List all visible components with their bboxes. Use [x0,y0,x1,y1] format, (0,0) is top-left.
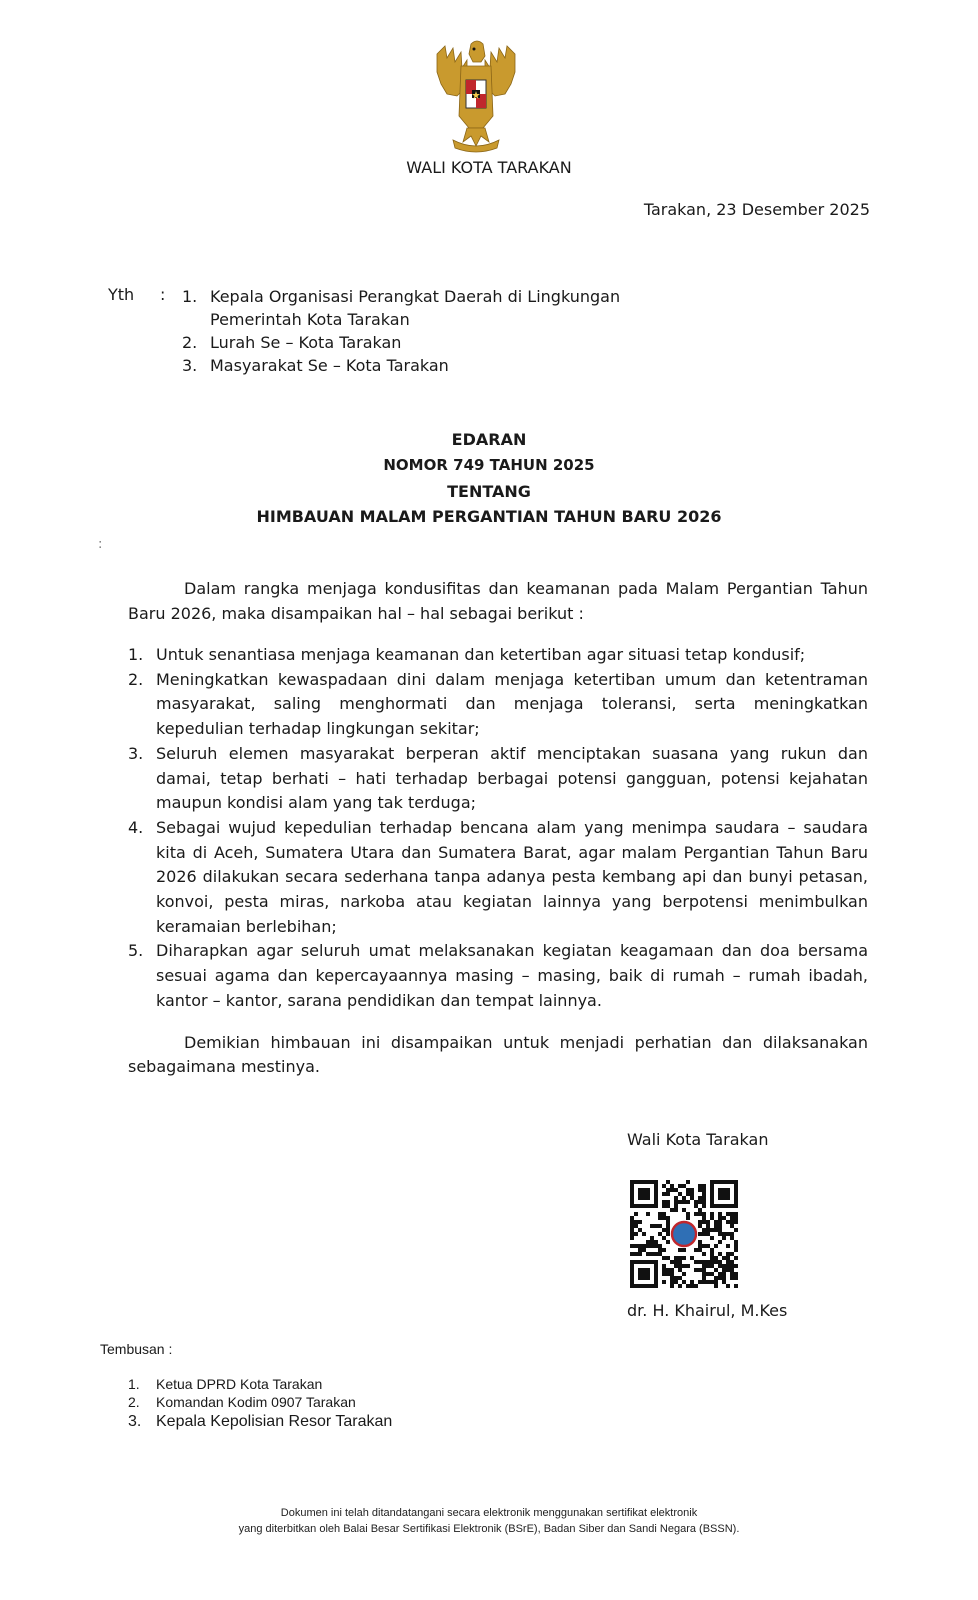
cc-item [128,1375,392,1393]
signer-title: Wali Kota Tarakan [627,1130,769,1149]
signer-name: dr. H. Khairul, M.Kes [627,1301,788,1320]
cc-item-number: 3. [128,1413,142,1430]
cc-item-text: Kepala Kepolisian Resor Tarakan [156,1413,393,1430]
footer-line-1: Dokumen ini telah ditandatangani secara elektronik menggunakan sertifikat elektronik [280,1507,698,1519]
addressee-item [182,331,642,354]
addressee-list [182,285,642,377]
intro-paragraph: Dalam rangka menjaga kondusifitas dan keamanan pada Malam Pergantian Tahun Baru 2026, maka disampaikan hal – hal sebagai berikut : [128,579,868,623]
appeal-point-number: 1. [128,645,144,664]
document-type-heading: EDARAN [451,430,527,449]
addressee-label: Yth [108,285,135,304]
addressee-item-number: 2. [182,333,198,352]
cc-label: Tembusan : [100,1341,173,1357]
appeal-point-text: Untuk senantiasa menjaga keamanan dan ketertiban agar situasi tetap kondusif; [156,645,806,664]
cc-item-number: 2. [128,1394,140,1410]
appeal-point-text: Meningkatkan kewaspadaan dini dalam menjaga ketertiban umum dan ketentraman masyarakat, saling menghormati dan menjaga toleransi, serta meningkatkan kepedulian terhadap lingkungan sekitar; [156,669,868,739]
addressee-item-text: Lurah Se – Kota Tarakan [210,333,402,352]
qr-code-icon [630,1180,738,1288]
addressee-item-number: 1. [182,287,198,306]
subject-connector-heading: TENTANG [447,482,531,501]
garuda-emblem-icon [427,36,525,154]
addressee-item [182,285,642,331]
appeal-point [128,643,868,668]
cc-item-number: 1. [128,1376,140,1392]
subject-heading: HIMBAUAN MALAM PERGANTIAN TAHUN BARU 2026 [256,507,722,526]
letter-date: Tarakan, 23 Desember 2025 [643,200,870,219]
document-number-heading: NOMOR 749 TAHUN 2025 [383,456,595,474]
addressee-item-text: Masyarakat Se – Kota Tarakan [210,356,449,375]
cc-item [128,1393,392,1411]
appeal-point-number: 4. [128,817,144,837]
addressee-colon: : [160,285,166,304]
addressee-item-number: 3. [182,356,198,375]
appeal-point-text: Sebagai wujud kepedulian terhadap bencana alam yang menimpa saudara – saudara kita di Aceh, Sumatera Utara dan Sumatera Barat, agar malam Pergantian Tahun Baru 2026 dilakukan secara sederhana tanpa adanya pesta kembang api dan bunyi petasan, konvoi, pesta miras, narkoba atau kegiatan lainnya yang berpotensi menimbulkan keramaian berlebihan; [156,817,868,936]
cc-list [128,1375,392,1433]
cc-item [128,1411,392,1433]
appeal-point-number: 3. [128,743,144,763]
appeal-point [128,816,868,940]
appeal-points-list [128,643,868,1014]
addressee-item [182,354,642,377]
e-signature-footer [0,1505,978,1537]
office-title: WALI KOTA TARAKAN [406,158,572,177]
appeal-point [128,668,868,742]
appeal-point [128,939,868,1013]
appeal-point-text: Diharapkan agar seluruh umat melaksanakan kegiatan keagamaan dan doa bersama sesuai agama dan kepercayaannya masing – masing, baik di rumah – rumah ibadah, kantor – kantor, sarana pendidikan dan tempat lainnya. [156,941,868,1010]
footer-line-2: yang diterbitkan oleh Balai Besar Sertifikasi Elektronik (BSrE), Badan Siber dan Sandi Negara (BSSN). [238,1523,740,1535]
appeal-point-text: Seluruh elemen masyarakat berperan aktif menciptakan suasana yang rukun dan damai, tetap berhati – hati terhadap berbagai potensi gangguan, potensi kejahatan maupun kondisi alam yang tak terduga; [156,743,868,813]
stray-mark: : [98,537,103,552]
appeal-point-number: 5. [128,941,144,961]
appeal-point [128,742,868,816]
appeal-point-number: 2. [128,669,144,689]
addressee-item-text: Kepala Organisasi Perangkat Daerah di Lingkungan Pemerintah Kota Tarakan [210,287,621,329]
cc-item-text: Komandan Kodim 0907 Tarakan [156,1394,356,1410]
cc-item-text: Ketua DPRD Kota Tarakan [156,1376,323,1392]
closing-paragraph: Demikian himbauan ini disampaikan untuk menjadi perhatian dan dilaksanakan sebagaimana mestinya. [128,1033,868,1076]
